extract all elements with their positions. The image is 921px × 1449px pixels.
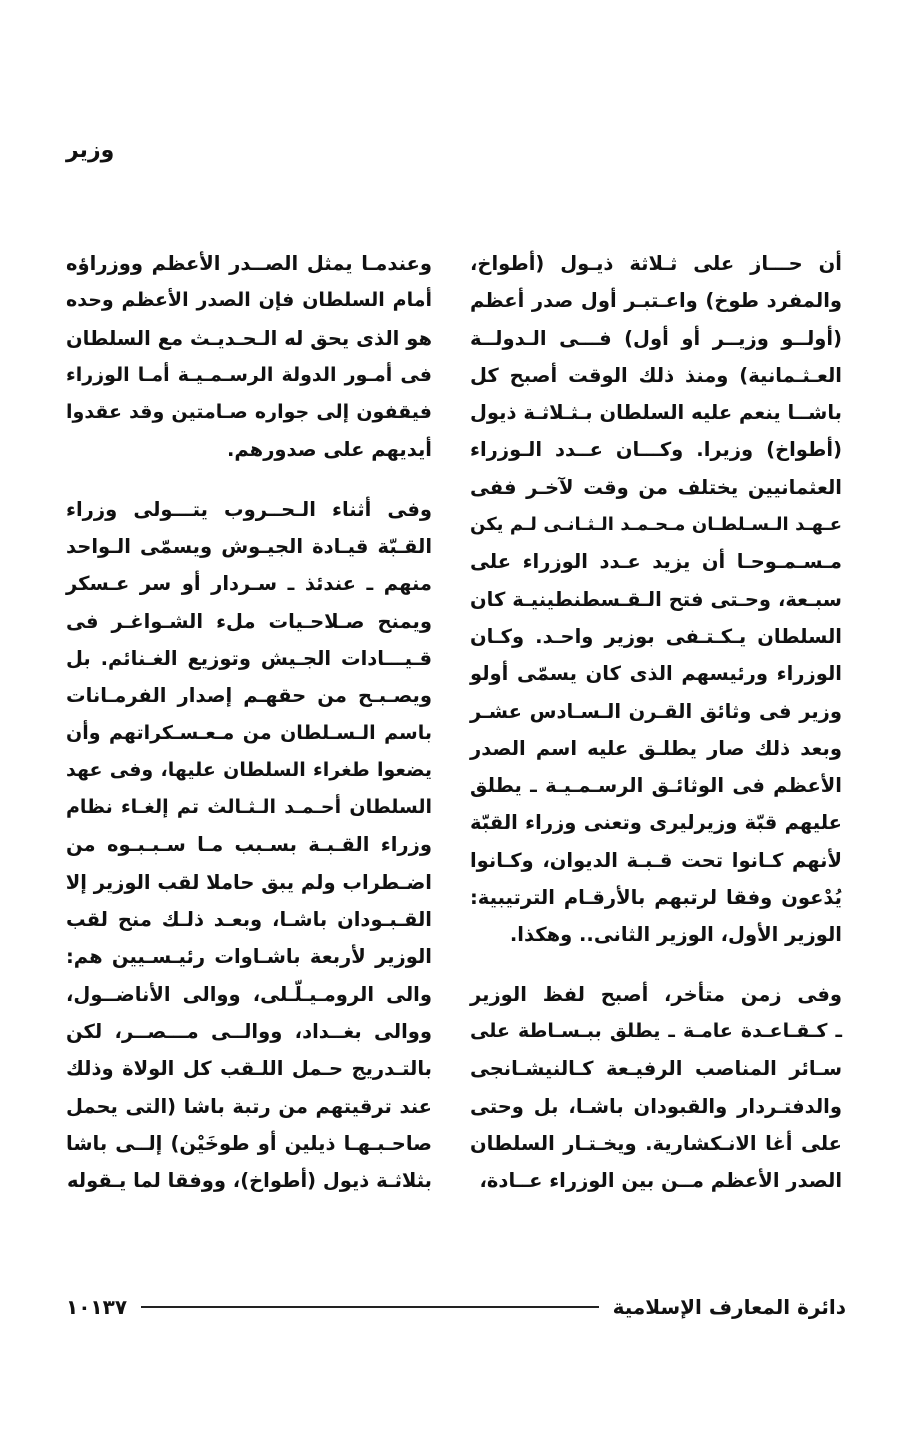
text-line: قـيـــادات الجـيش وتوزيع الغـنائم. بل [66, 646, 432, 670]
text-line: سـائر المناصب الرفيـعة كـالنيشـانجى [470, 1057, 842, 1081]
text-line: على أغا الانـكشارية. ويخـتـار السلطان [470, 1131, 842, 1155]
text-column-left [66, 245, 432, 1199]
text-line: وعندمـا يمثل الصــدر الأعظم ووزراؤه [66, 252, 432, 275]
footer-publication-title: دائرة المعارف الإسلامية [612, 1295, 846, 1319]
text-line: الوزير لأربعة باشـاوات رئيـسـيين هم: [66, 945, 432, 969]
text-line: الوزير الأول، الوزير الثانى.. وهكذا. [509, 923, 842, 947]
page-title: وزير [66, 138, 115, 163]
paragraph [470, 976, 842, 1200]
text-line: أيديهم على صدورهم. [226, 438, 432, 462]
text-line: بثلاثـة ذيول (أطواخ)، ووفقا لما يـقوله [66, 1169, 432, 1193]
text-line: أمام السلطان فإن الصدر الأعظم وحده [66, 289, 432, 312]
text-line: الوزراء ورئيسهم الذى كان يسمّى أولو [470, 662, 842, 686]
text-line: يضعوا طغراء السلطان عليها، وفى عهد [66, 758, 432, 781]
text-line: منهم ـ عندئذ ـ سـردار أو سر عـسكر [66, 572, 432, 596]
text-line: بالتـدريج حـمل اللـقب كل الولاة وذلك [66, 1057, 432, 1081]
text-line: القـبّة قيـادة الجيـوش ويسمّى الـواحد [66, 535, 432, 559]
text-line: ـ كـقـاعـدة عامـة ـ يطلق ببـسـاطة على [470, 1019, 842, 1042]
text-line: فيقفون إلى جواره صـامتين وقد عقدوا [66, 401, 432, 424]
text-line: ووالى بغــداد، ووالــى مـــصــر، لكن [66, 1019, 432, 1043]
text-line: اضـطراب ولم يبق حاملا لقب الوزير إلا [65, 870, 432, 894]
text-line: القـبـودان باشـا، وبعـد ذلـك منح لقب [66, 908, 432, 932]
paragraph [66, 245, 432, 469]
text-line: عند ترقيتهم من رتبة باشا (التى يحمل [66, 1094, 432, 1118]
text-line: الأعظم فى الوثائـق الرسـمـيـة ـ يطلق [470, 774, 842, 798]
text-line: أن حـــاز على ثـلاثة ذيـول (أطواخ، [470, 252, 842, 275]
text-line: الصدر الأعظم مــن بين الوزراء عــادة، [479, 1169, 842, 1193]
text-line: والمفرد طوخ) واعـتبـر أول صدر أعظم [470, 289, 842, 313]
page-number: ١٠١٣٧ [66, 1295, 128, 1319]
text-line: عـهـد الـسـلطـان مـحـمـد الـثـانـى لـم يكن [470, 514, 842, 536]
text-line: والى الرومـيـلّـلى، ووالى الأناضــول، [66, 982, 432, 1006]
paragraph [470, 245, 842, 954]
text-line: باشــا ينعم عليه السلطان بـثـلاثـة ذيول [470, 401, 842, 425]
text-line: العـثـمانية) ومنذ ذلك الوقت أصبح كل [470, 363, 842, 387]
text-line: هو الذى يحق له الـحـديـث مع السلطان [66, 326, 432, 350]
text-line: وفى أثناء الـحــروب يتـــولى وزراء [66, 497, 432, 521]
paragraph [66, 491, 432, 1200]
text-line: باسم الـسـلطان من مـعـسـكراتهم وأن [66, 721, 432, 744]
text-line: سبـعة، وحـتى فتح الـقـسطنطينيـة كان [470, 587, 842, 611]
text-line: لأنهم كـانوا تحت قـبـة الديوان، وكـانوا [470, 848, 842, 872]
text-line: (أطواخ) وزيرا. وكـــان عــدد الـوزراء [470, 438, 842, 462]
text-line: وبعد ذلك صار يطلـق عليه اسم الصدر [470, 736, 842, 760]
page-footer [66, 1289, 846, 1325]
text-line: والدفتـردار والقبودان باشـا، بل وحتى [470, 1094, 842, 1118]
text-line: صاحـبـهـا ذيلين أو طوخَيْن) إلــى باشا [66, 1131, 432, 1155]
text-line: ويصـبـح من حقهـم إصدار الفرمـانات [66, 684, 432, 708]
footer-divider [141, 1306, 599, 1308]
text-line: وزراء القـبـة بسـبب مـا سـبـبـوه من [66, 833, 432, 857]
text-column-right [470, 245, 842, 1199]
text-line: وزير فى وثائق القـرن الـسـادس عشـر [470, 699, 842, 723]
text-line: ويمنح صـلاحـيات ملء الشـواغـر فى [66, 609, 432, 633]
text-line: يُدْعون وفقا لرتبهم بالأرقـام الترتيبية: [470, 886, 842, 910]
text-line: مـسـمـوحـا أن يزيد عـدد الوزراء على [470, 550, 842, 574]
text-line: السلطان أحـمـد الـثـالث تم إلغـاء نظام [66, 796, 432, 819]
text-line: عليهم قبّة وزيرليرى وتعنى وزراء القبّة [470, 811, 842, 835]
text-line: (أولــو وزيــر أو أول) فـــى الـدولــة [470, 326, 842, 350]
text-line: العثمانيين يختلف من وقت لآخـر ففى [470, 475, 842, 499]
text-line: وفى زمن متأخر، أصبح لفظ الوزير [470, 982, 842, 1006]
text-line: السلطان يـكـتـفى بوزير واحـد. وكـان [470, 624, 842, 648]
text-line: فى أمـور الدولة الرسـمـيـة أمـا الوزراء [66, 363, 432, 386]
